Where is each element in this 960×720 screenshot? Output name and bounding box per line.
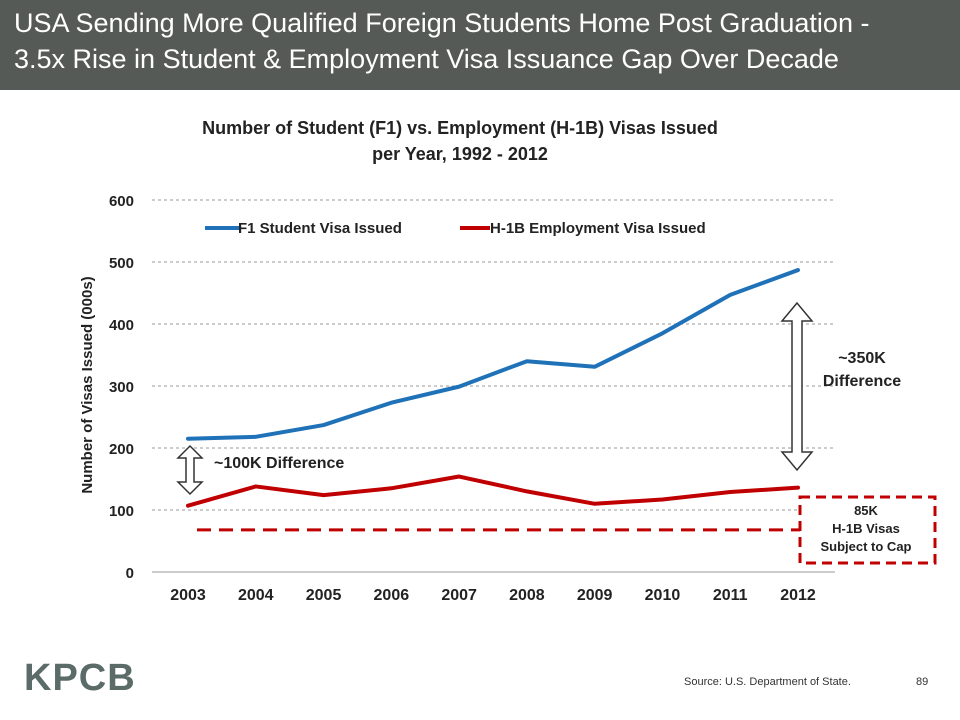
x-tick-label: 2008	[509, 587, 545, 604]
page-number: 89	[916, 676, 929, 688]
x-tick-label: 2011	[712, 587, 748, 604]
y-tick-label: 200	[108, 441, 134, 458]
annotation-350k-difference: Difference	[822, 373, 902, 390]
series-line-h1b	[188, 477, 798, 506]
y-tick-label: 600	[108, 193, 134, 210]
slide-title-line-1: USA Sending More Qualified Foreign Students Home Post Graduation -	[14, 8, 870, 38]
y-tick-label: 0	[125, 565, 134, 582]
chart-title-line-1: Number of Student (F1) vs. Employment (H-1B) Visas Issued	[202, 118, 718, 138]
double-arrow-100k-icon	[178, 446, 202, 494]
x-tick-label: 2009	[576, 587, 613, 604]
x-tick-label: 2006	[373, 587, 410, 604]
x-tick-label: 2010	[644, 587, 681, 604]
slide-title-line-2: 3.5x Rise in Student & Employment Visa Issuance Gap Over Decade	[14, 44, 839, 74]
legend-label-h1b: H-1B Employment Visa Issued	[490, 220, 706, 237]
x-tick-label: 2012	[780, 587, 816, 604]
legend-label-f1: F1 Student Visa Issued	[238, 220, 402, 237]
y-tick-label: 400	[108, 317, 134, 334]
annotation-100k-difference: ~100K Difference	[214, 455, 345, 472]
y-tick-label: 300	[108, 379, 134, 396]
x-tick-label: 2005	[305, 587, 342, 604]
y-tick-label: 100	[108, 503, 134, 520]
y-tick-label: 500	[108, 255, 134, 272]
source-note: Source: U.S. Department of State.	[684, 676, 851, 688]
x-tick-label: 2007	[441, 587, 477, 604]
cap-callout-line-3: Subject to Cap	[820, 539, 912, 554]
y-axis-label: Number of Visas Issued (000s)	[79, 276, 96, 494]
cap-callout-line-2: H-1B Visas	[832, 521, 900, 536]
annotation-350k: ~350K	[838, 350, 886, 367]
x-tick-label: 2003	[170, 587, 206, 604]
chart-title-line-2: per Year, 1992 - 2012	[372, 144, 548, 164]
kpcb-logo: KPCB	[24, 657, 136, 699]
x-tick-label: 2004	[237, 587, 274, 604]
cap-callout-line-1: 85K	[854, 503, 878, 518]
series-line-f1	[188, 270, 798, 439]
